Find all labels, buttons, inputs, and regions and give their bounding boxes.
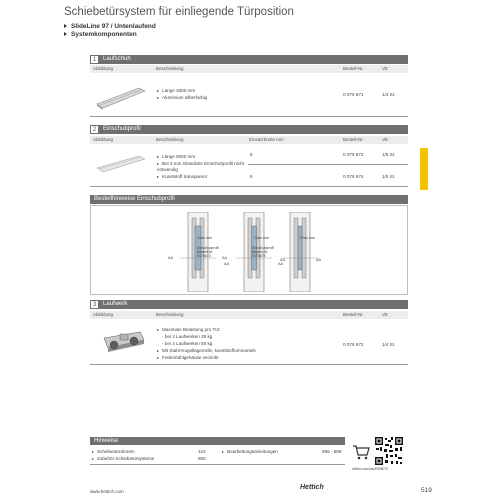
section-title: Laufschuh bbox=[103, 56, 131, 62]
bullet-subtext: - bei 4 Laufwerken 50 kg bbox=[162, 341, 213, 346]
section-header-bestellhinweise bbox=[90, 195, 408, 204]
col-header: Abbildung bbox=[93, 137, 114, 142]
insert-diagram bbox=[282, 212, 318, 292]
roller-carriage-image bbox=[100, 328, 148, 356]
hint-page: 596 - 598 bbox=[322, 449, 342, 454]
column-header-row bbox=[90, 65, 408, 73]
col-header: VE bbox=[382, 66, 389, 71]
hint-link[interactable]: ▸ Schiebetürrahmen bbox=[92, 449, 135, 454]
packing-unit: 1/5 St. bbox=[382, 174, 396, 179]
packing-unit: 1/4 St. bbox=[382, 342, 396, 347]
divider bbox=[90, 464, 345, 465]
cart-icon[interactable] bbox=[352, 444, 370, 460]
insert-profile-image bbox=[95, 152, 147, 176]
order-number: 0 076 673 bbox=[343, 152, 364, 157]
diagram-label: Glas mm bbox=[197, 236, 213, 240]
section-header-laufwerk bbox=[90, 300, 408, 309]
diagram-label: AA bbox=[224, 262, 230, 266]
diagram-label: AA bbox=[280, 258, 286, 262]
triangle-bullet-icon bbox=[64, 24, 67, 28]
diagram-label: AA bbox=[222, 256, 228, 260]
divider bbox=[248, 164, 408, 165]
bullet-text: ▸ Federstahlgehäuse verzinkt bbox=[157, 355, 218, 360]
bullet-text: ▸ Aluminium silberfarbig bbox=[157, 95, 207, 100]
bullet-text: ▸ Maximale Belastung pro Tür: bbox=[157, 327, 221, 332]
qr-code-icon[interactable] bbox=[374, 436, 404, 466]
bullet-text: ▸ Bei 3 mm Glasdicke Einschubprofil nicht notwendig bbox=[157, 161, 252, 173]
column-header-row bbox=[90, 136, 408, 144]
column-header-row bbox=[90, 311, 408, 319]
insert-width: 6 bbox=[250, 174, 253, 179]
hint-link[interactable]: ▸ Bearbeitungsanleitungen bbox=[222, 449, 278, 454]
col-header: Bestell-Nr. bbox=[343, 137, 364, 142]
order-number: 0 076 671 bbox=[343, 92, 364, 97]
col-header: Einsatzbreite mm bbox=[249, 137, 284, 142]
col-header: Beschreibung bbox=[156, 312, 184, 317]
col-header: Abbildung bbox=[93, 66, 114, 71]
section-number: 3 bbox=[90, 300, 99, 309]
col-header: Beschreibung bbox=[156, 66, 184, 71]
chapter-tab bbox=[420, 148, 428, 190]
subtitle-line bbox=[64, 23, 156, 30]
divider bbox=[90, 116, 408, 117]
col-header: Bestell-Nr. bbox=[343, 312, 364, 317]
bullet-text: ▸ Mit Stahl-Kugellagerrolle, kunststoffummantelt bbox=[157, 348, 256, 353]
hints-header bbox=[90, 437, 345, 445]
section-header-einschubprofil bbox=[90, 125, 408, 134]
diagram-label: AA bbox=[316, 258, 322, 262]
section-header-laufschuh bbox=[90, 55, 408, 64]
diagram-label: Einschubprofil Bestell-Nr. 0076673 bbox=[197, 246, 219, 258]
order-number: 0 076 672 bbox=[343, 342, 364, 347]
section-number: 1 bbox=[90, 55, 99, 64]
diagram-label: Glas mm bbox=[254, 236, 270, 240]
subtitle-text: Systemkomponenten bbox=[71, 31, 137, 38]
col-header: VE bbox=[382, 137, 389, 142]
section-number: 2 bbox=[90, 125, 99, 134]
bullet-text: ▸ Kunststoff transparent bbox=[157, 174, 207, 179]
col-header: Abbildung bbox=[93, 312, 114, 317]
packing-unit: 1/5 St. bbox=[382, 152, 396, 157]
brand-logo: Hettich bbox=[300, 484, 324, 491]
track-profile-image bbox=[95, 84, 147, 112]
divider bbox=[90, 186, 408, 187]
section-title: Bestellhinweise Einschubprofil bbox=[94, 196, 175, 202]
order-number: 0 076 674 bbox=[343, 174, 364, 179]
col-header: Bestell-Nr. bbox=[343, 66, 364, 71]
packing-unit: 1/4 St. bbox=[382, 92, 396, 97]
diagram-label: Glas mm bbox=[300, 236, 316, 240]
bullet-text: ▸ Länge 5000 mm bbox=[157, 154, 195, 159]
hints-title: Hinweise bbox=[94, 438, 119, 444]
insert-width: 5 bbox=[250, 152, 253, 157]
subtitle-line bbox=[64, 31, 137, 38]
diagram-label: AA bbox=[278, 262, 284, 266]
divider bbox=[90, 364, 408, 365]
hint-page: 500 bbox=[198, 456, 206, 461]
hint-page: 124 bbox=[198, 449, 206, 454]
hint-link[interactable]: ▸ Zubehör Schiebetürsysteme bbox=[92, 456, 154, 461]
section-title: Einschubprofil bbox=[103, 126, 141, 132]
col-header: Beschreibung bbox=[156, 137, 184, 142]
qr-caption: hettich.com/short/906070 bbox=[352, 467, 388, 471]
page-title: Schiebetürsystem für einliegende Türposition bbox=[64, 6, 294, 18]
bullet-text: ▸ Länge 4000 mm bbox=[157, 88, 195, 93]
diagram-label: AA bbox=[168, 256, 174, 260]
subtitle-text: SlideLine 97 / Untenlaufend bbox=[71, 23, 156, 30]
footer-url[interactable]: www.hettich.com bbox=[90, 489, 124, 494]
bullet-subtext: - bei 2 Laufwerken 25 kg bbox=[162, 334, 213, 339]
diagram-label: Einschubprofil Bestell-Nr. 0076674 bbox=[252, 246, 274, 258]
section-title: Laufwerk bbox=[103, 301, 128, 307]
triangle-bullet-icon bbox=[64, 32, 67, 36]
page-number: 519 bbox=[421, 487, 432, 494]
col-header: VE bbox=[382, 312, 389, 317]
